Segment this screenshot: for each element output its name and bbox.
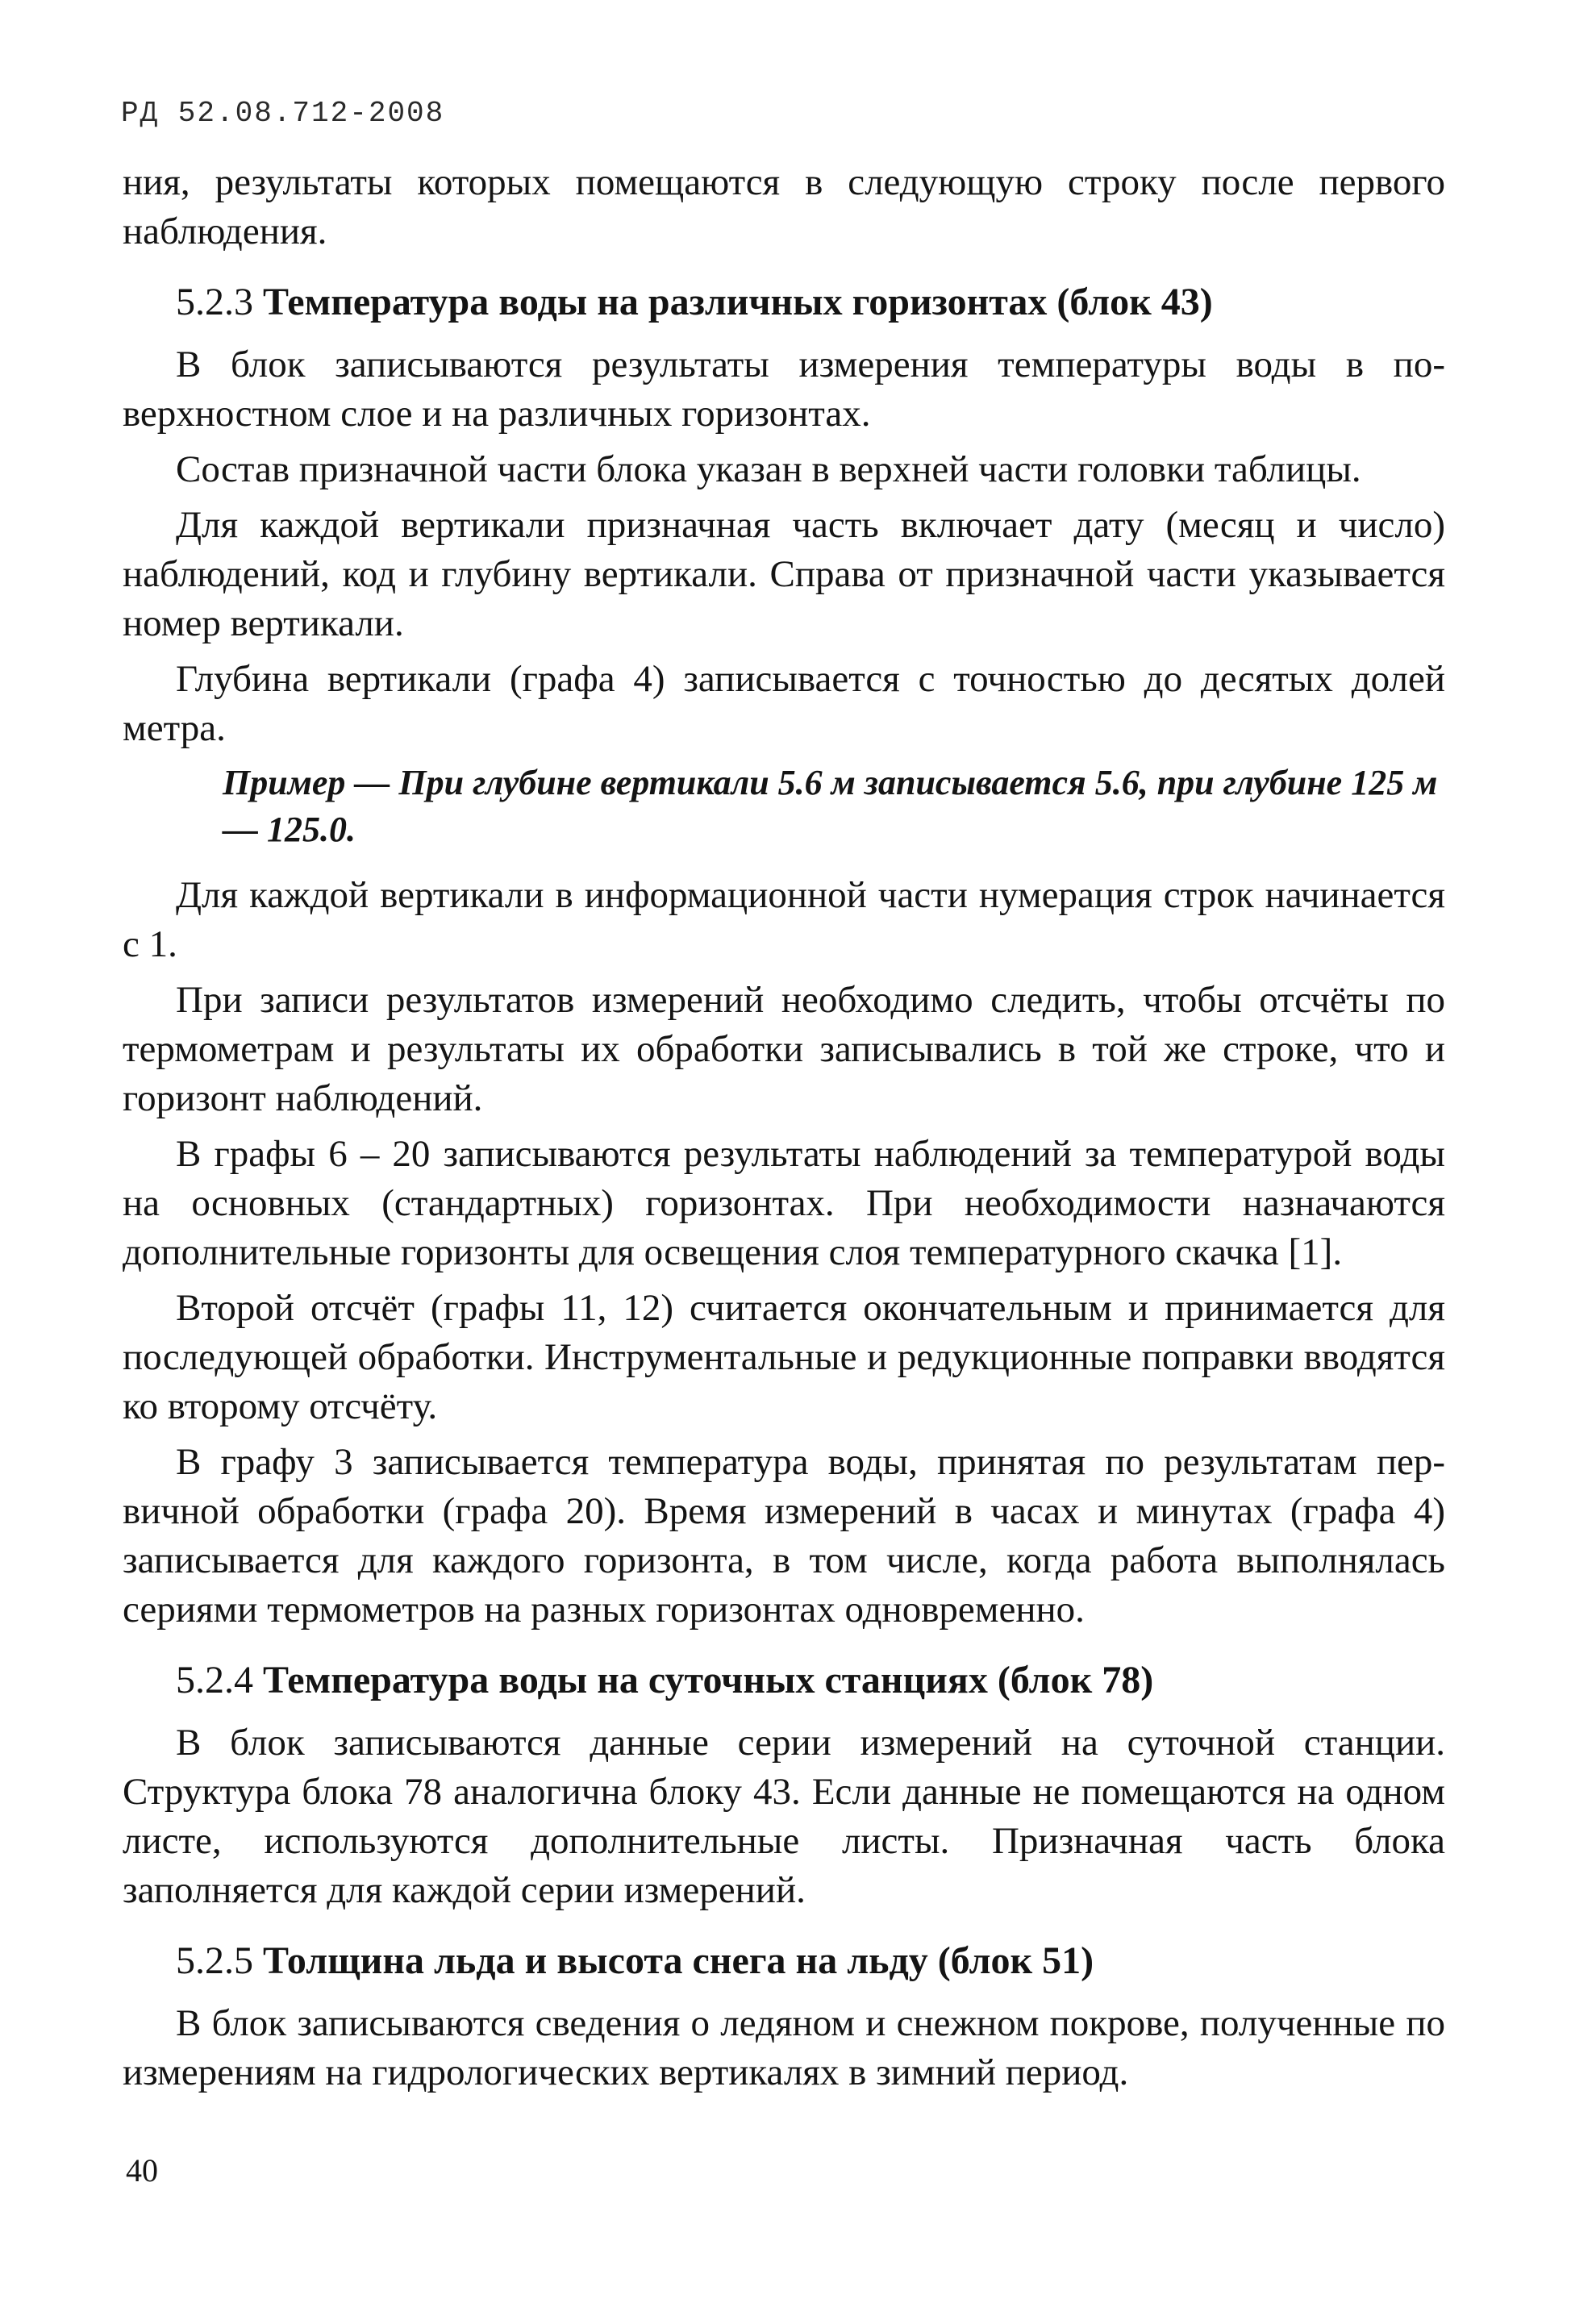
section-number: 5.2.3: [176, 281, 253, 323]
paragraph: Для каждой вертикали призначная часть включает дату (месяц и число) наблюдений, код и глубину вертикали. Справа от призначной части указывается номер вертикали.: [123, 504, 1445, 644]
paragraph: Для каждой вертикали в информационной части нумерация строк начинается с 1.: [123, 874, 1445, 965]
paragraph: В графу 3 записывается температура воды, принятая по результатам первичной обработки (графа 20). Время измерений в часах и минутах (графа 4) записывается для каждого горизонта, в том числе, когда работа выполнялась сериями термометров на разных горизонтах одновременно.: [123, 1441, 1445, 1631]
paragraph: В блок записываются сведения о ледяном и снежном покрове, полученные по измерениям на гидрологических вертикалях в зимний период.: [123, 2002, 1445, 2093]
paragraph: В графы 6 – 20 записываются результаты наблюдений за температурой воды на основных (стандартных) горизонтах. При необходимости назначаются дополнительные горизонты для освещения слоя температурного скачка [1].: [123, 1133, 1445, 1273]
paragraph: В блок записываются результаты измерения температуры воды в поверхностном слое и на различных горизонтах.: [123, 344, 1445, 435]
section-title: Температура воды на суточных станциях (блок 78): [263, 1659, 1154, 1701]
section-number: 5.2.4: [176, 1659, 253, 1701]
section-heading-5-2-3: [123, 277, 1445, 327]
section-number: 5.2.5: [176, 1939, 253, 1982]
section-title: Температура воды на различных горизонтах (блок 43): [263, 281, 1213, 323]
section-heading-5-2-5: [123, 1936, 1445, 1986]
paragraph: В блок записываются данные серии измерений на суточной станции. Структура блока 78 аналогична блоку 43. Если данные не помещаются на одном листе, используются дополнительные листы. Призначная часть блока заполняется для каждой серии измерений.: [123, 1722, 1445, 1911]
section-heading-5-2-4: [123, 1656, 1445, 1706]
paragraph-continuation: ния, результаты которых помещаются в следующую строку после первого наблюдения.: [123, 161, 1445, 252]
page-number: 40: [126, 2152, 158, 2189]
paragraph: При записи результатов измерений необходимо следить, чтобы отсчёты по термометрам и результаты их обработки записывались в той же строке, что и горизонт наблюдений.: [123, 979, 1445, 1119]
paragraph: Состав призначной части блока указан в верхней части головки таблицы.: [176, 448, 1361, 490]
section-title: Толщина льда и высота снега на льду (блок 51): [263, 1939, 1094, 1982]
paragraph: Глубина вертикали (графа 4) записывается с точностью до десятых долей метра.: [123, 658, 1445, 749]
page-content: [123, 158, 1445, 2104]
document-code-header: РД 52.08.712-2008: [121, 97, 445, 130]
example-note: Пример — При глубине вертикали 5.6 м записывается 5.6, при глубине 125 м — 125.0.: [223, 763, 1438, 849]
paragraph: Второй отсчёт (графы 11, 12) считается окончательным и принимается для последующей обработки. Инструментальные и редукционные поправки вводятся ко второму отсчёту.: [123, 1287, 1445, 1427]
